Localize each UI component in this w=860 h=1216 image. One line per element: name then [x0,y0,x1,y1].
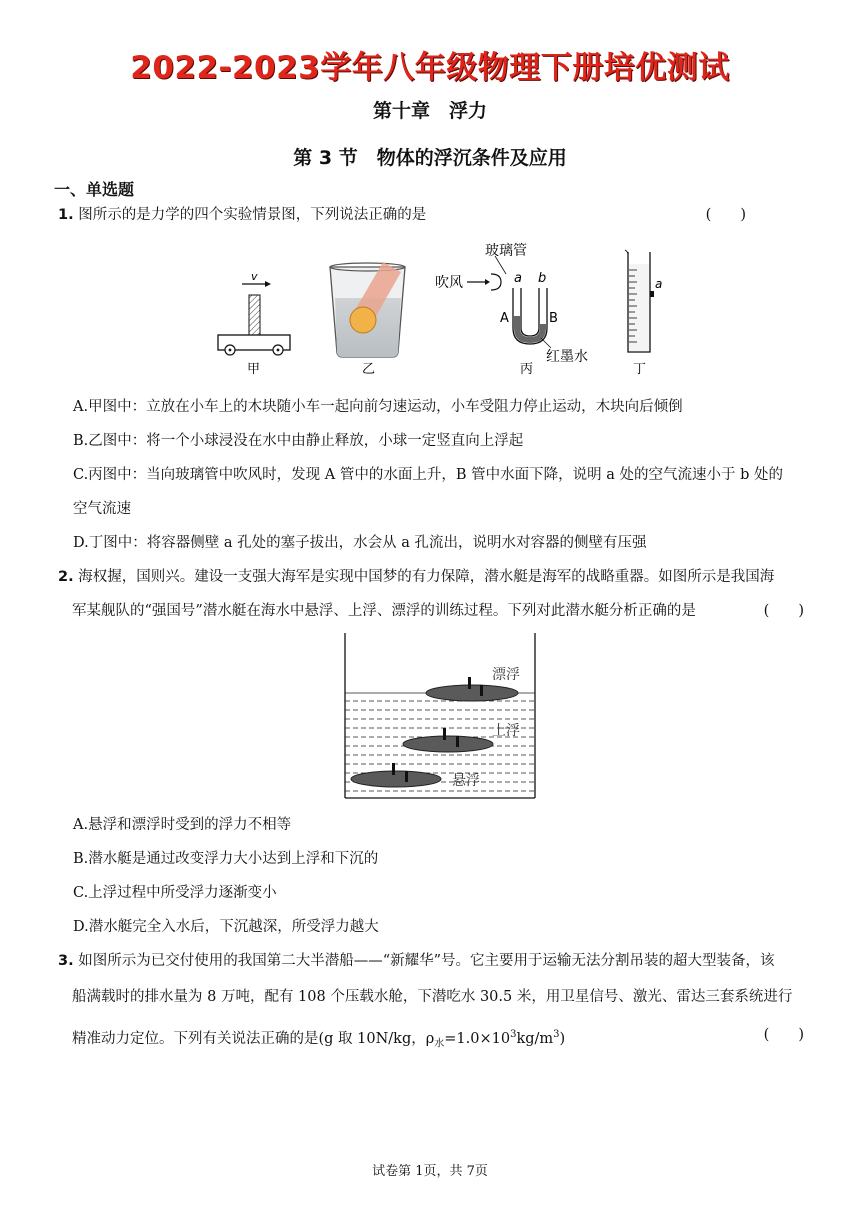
question-3-stem-line1 [58,944,804,978]
question-number: 1. [58,207,74,223]
u-tube-figure [435,242,588,377]
suspend-label: 悬浮 [452,773,480,789]
question-2-stem-line2 [72,594,804,628]
red-ink-label: 红墨水 [546,349,588,365]
float-label: 漂浮 [492,667,520,683]
section-title: 第 3 节 物体的浮沉条件及应用 [293,147,567,169]
tube-B-label: B [549,311,558,326]
question-1-option-b: B.乙图中：将一个小球浸没在水中由静止释放，小球一定竖直向上浮起 [73,433,524,449]
question-text: 海权握，国则兴。建设一支强大海军是实现中国梦的有力保障，潜水艇是海军的战略重器。如图所示是我国海 [78,569,775,585]
question-3-stem-line3 [72,1018,804,1062]
exponent: 3 [510,1029,517,1040]
hole-a-label: a [655,277,663,291]
question-number: 3. [58,953,74,969]
rho-subscript: 水 [434,1038,445,1050]
tube-A-label: A [500,311,509,326]
fig-label-ding: 丁 [633,362,647,377]
fig-label-yi: 乙 [362,362,376,377]
question-3-stem-line2: 船满载时的排水量为 8 万吨，配有 108 个压载水舱，下潜吃水 30.5 米，用卫星信号、激光、雷达三套系统进行 [72,989,793,1005]
question-2-option-d: D.潜水艇完全入水后，下沉越深，所受浮力越大 [73,919,379,935]
question-text: ) [559,1030,566,1047]
answer-parentheses: ( ) [763,603,804,619]
question-text: 精准动力定位。下列有关说法正确的是(g 取 10N/kg，ρ [72,1030,435,1047]
tube-b-label: b [538,271,547,286]
question-text: 如图所示为已交付使用的我国第二大半潜船——“新耀华”号。它主要用于运输无法分割吊装的超大型装备，该 [78,953,775,969]
beaker-figure [330,262,405,377]
fig-label-jia: 甲 [247,362,261,377]
question-2-stem-line1 [58,560,804,594]
cylinder-figure [625,250,662,377]
question-1-option-c: C.丙图中：当向玻璃管中吹风时，发现 A 管中的水面上升，B 管中水面下降，说明 a 处的空气流速小于 b 处的 [73,467,784,483]
cart-figure [218,270,290,377]
question-1-option-c-cont: 空气流速 [73,501,131,517]
answer-parentheses: ( ) [705,207,746,223]
question-1-option-d: D.丁图中：将容器侧壁 a 孔处的塞子拔出，水会从 a 孔流出，说明水对容器的侧壁有压强 [73,535,647,551]
answer-parentheses: ( ) [763,1027,804,1043]
question-text: 军某舰队的“强国号”潜水艇在海水中悬浮、上浮、漂浮的训练过程。下列对此潜水艇分析正确的是 [72,603,696,619]
part-heading: 一、单选题 [54,180,135,199]
glass-tube-label: 玻璃管 [485,243,527,259]
question-text: =1.0×10 [444,1030,511,1047]
question-2-option-c: C.上浮过程中所受浮力逐渐变小 [73,885,277,901]
chapter-title: 第十章 浮力 [372,100,487,122]
question-1-figure [205,240,675,380]
velocity-label: v [251,270,258,283]
blow-label: 吹风 [435,275,463,291]
question-2-option-b: B.潜水艇是通过改变浮力大小达到上浮和下沉的 [73,851,379,867]
fig-label-bing: 丙 [520,362,534,377]
page-footer: 试卷第 1页，共 7页 [372,1164,488,1179]
exam-title: 2022-2023学年八年级物理下册培优测试 [130,50,730,86]
question-text: 图所示的是力学的四个实验情景图，下列说法正确的是 [78,207,427,223]
question-2-option-a: A.悬浮和漂浮时受到的浮力不相等 [73,817,292,833]
question-1-option-a: A.甲图中：立放在小车上的木块随小车一起向前匀速运动，小车受阻力停止运动，木块向后倾倒 [73,399,683,415]
exponent: 3 [553,1029,560,1040]
submarine-figure [340,633,540,803]
question-1-stem [58,198,804,232]
question-number: 2. [58,569,74,585]
question-text: kg/m [516,1030,554,1047]
rise-label: 上浮 [492,723,520,739]
tube-a-label: a [514,271,522,286]
